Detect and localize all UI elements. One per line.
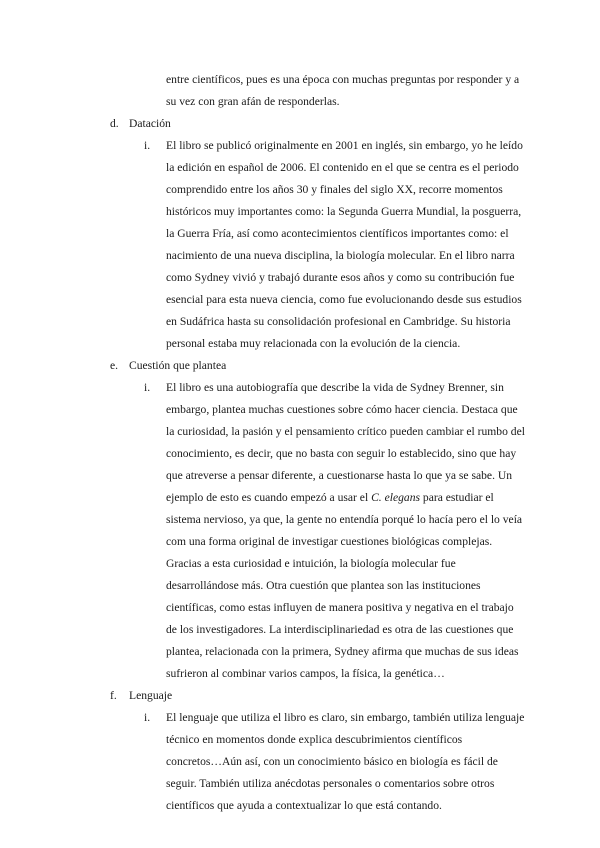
section-e-line: que atreverse a pensar diferente, a cuestionarse hasta lo que ya se sabe. Un [166, 469, 513, 482]
section-e-line-with-italic [166, 491, 494, 505]
continuation-line: entre científicos, pues es una época con muchas preguntas por responder y a [166, 73, 520, 86]
section-f-line: concretos…Aún así, con un conocimiento básico en biología es fácil de [166, 755, 498, 768]
section-d-line: históricos muy importantes como: la Segunda Guerra Mundial, la posguerra, [166, 205, 522, 218]
section-f-title: Lenguaje [129, 689, 173, 702]
section-e-line: sufrieron al combinar varios campos, la física, la genética… [166, 667, 445, 680]
section-d-marker: d. [110, 117, 119, 130]
continuation-line: su vez con gran afán de responderlas. [166, 95, 340, 108]
section-f-marker: f. [110, 689, 117, 702]
section-e-line: la curiosidad, la pasión y el pensamiento crítico pueden cambiar el rumbo del [166, 425, 525, 438]
section-d-line: esencial para esta nueva ciencia, como fue evolucionando desde sus estudios [166, 293, 522, 306]
species-name: C. elegans [371, 491, 421, 504]
section-d-item-marker: i. [144, 139, 151, 152]
section-e-title: Cuestión que plantea [129, 359, 227, 372]
section-d-line: personal estaba muy relacionada con la evolución de la ciencia. [166, 337, 461, 350]
section-d-line: comprendido entre los años 30 y finales del siglo XX, recorre momentos [166, 183, 503, 196]
section-d-line: El libro se publicó originalmente en 2001 en inglés, sin embargo, yo he leído [166, 139, 523, 152]
section-e-line: sistema nervioso, ya que, la gente no entendía porqué lo hacía pero el lo veía [166, 513, 523, 526]
section-f-line: El lenguaje que utiliza el libro es claro, sin embargo, también utiliza lenguaje [166, 711, 525, 724]
section-d-line: la edición en español de 2006. El contenido en el que se centra es el periodo [166, 161, 519, 174]
section-e-line: Gracias a esta curiosidad e intuición, la biología molecular fue [166, 557, 456, 570]
section-d-line: como Sydney vivió y trabajó durante esos años y como su contribución fue [166, 271, 515, 284]
section-e-line: científicas, como estas influyen de manera positiva y negativa en el trabajo [166, 601, 514, 614]
section-e-marker: e. [110, 359, 119, 372]
section-e-line: com una forma original de investigar cuestiones biológicas complejas. [166, 535, 493, 548]
line-text: para estudiar el [420, 491, 494, 504]
section-d-title: Datación [129, 117, 171, 130]
section-e-line: plantea, relacionada con la primera, Sydney afirma que muchas de sus ideas [166, 645, 519, 658]
section-f-item-marker: i. [144, 711, 151, 724]
section-f-line: científicos que ayuda a contextualizar lo que está contando. [166, 799, 442, 812]
section-d-line: la Guerra Fría, así como acontecimientos científicos importantes como: el [166, 227, 509, 240]
section-e-line: conocimiento, es decir, que no basta con seguir lo establecido, sino que hay [166, 447, 517, 460]
section-e-line: embargo, plantea muchas cuestiones sobre cómo hacer ciencia. Destaca que [166, 403, 518, 416]
section-d-line: en Sudáfrica hasta su consolidación profesional en Cambridge. Su historia [166, 315, 511, 328]
section-e-item-marker: i. [144, 381, 151, 394]
section-e-line: de los investigadores. La interdisciplinariedad es otra de las cuestiones que [166, 623, 514, 636]
section-e-line: El libro es una autobiografía que describe la vida de Sydney Brenner, sin [166, 381, 504, 394]
section-f-line: seguir. También utiliza anécdotas personales o comentarios sobre otros [166, 777, 495, 790]
section-e-line: desarrollándose más. Otra cuestión que plantea son las instituciones [166, 579, 481, 592]
section-d-line: nacimiento de una nueva disciplina, la biología molecular. En el libro narra [166, 249, 515, 262]
line-text: ejemplo de esto es cuando empezó a usar el [166, 491, 372, 504]
section-f-line: técnico en momentos donde explica descubrimientos científicos [166, 733, 463, 746]
